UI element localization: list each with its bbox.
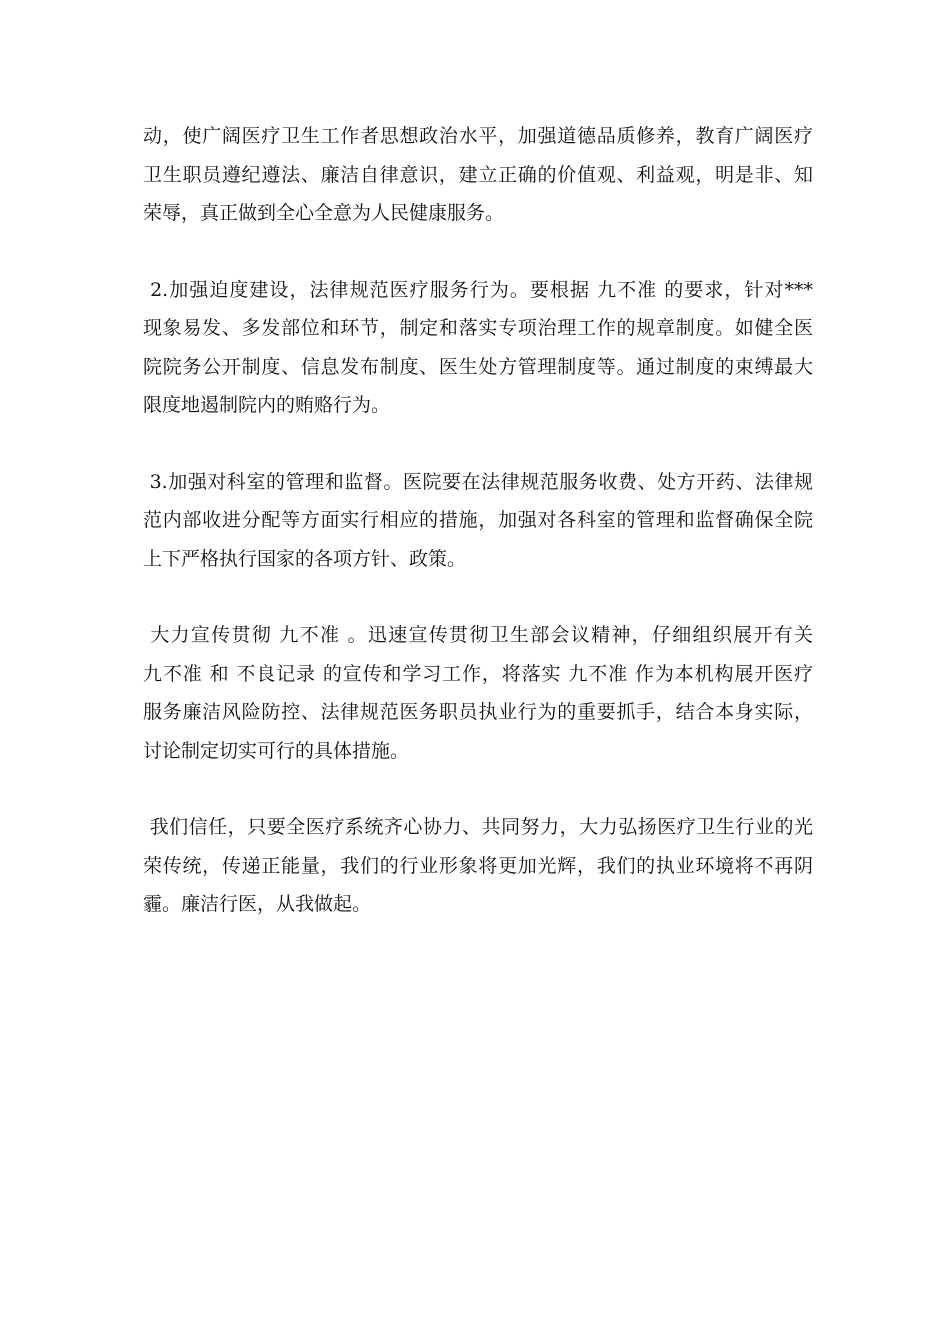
paragraph-line: 上下严格执行国家的各项方针、政策。 <box>143 547 467 570</box>
paragraph-line: 大力宣传贯彻 九不准 。迅速宣传贯彻卫生部会议精神，仔细组织展开有关 <box>143 624 813 646</box>
paragraph-1 <box>143 117 813 233</box>
paragraph-line: 2.加强迫度建设，法律规范医疗服务行为。要根据 九不准 的要求，针对*** <box>143 278 813 301</box>
paragraph-line: 现象易发、多发部位和环节，制定和落实专项治理工作的规章制度。如健全医 <box>143 317 813 339</box>
paragraph-line: 荣辱，真正做到全心全意为人民健康服务。 <box>143 202 505 224</box>
paragraph-line: 九不准 和 不良记录 的宣传和学习工作，将落实 九不准 作为本机构展开医疗 <box>143 662 813 685</box>
paragraph-line: 限度地遏制院内的贿赂行为。 <box>143 394 391 416</box>
paragraph-line: 服务廉洁风险防控、法律规范医务职员执业行为的重要抓手，结合本身实际， <box>143 701 813 723</box>
document-body <box>143 117 813 924</box>
paragraph-4 <box>143 616 813 770</box>
paragraph-line: 院院务公开制度、信息发布制度、医生处方管理制度等。通过制度的束缚最大 <box>143 355 813 378</box>
paragraph-5 <box>143 808 813 924</box>
paragraph-line: 范内部收进分配等方面实行相应的措施，加强对各科室的管理和监督确保全院 <box>143 509 813 531</box>
paragraph-2 <box>143 271 813 425</box>
paragraph-line: 卫生职员遵纪遵法、廉洁自律意识，建立正确的价值观、利益观，明是非、知 <box>143 163 813 186</box>
paragraph-line: 我们信任，只要全医疗系统齐心协力、共同努力，大力弘扬医疗卫生行业的光 <box>143 816 813 838</box>
paragraph-line: 3.加强对科室的管理和监督。医院要在法律规范服务收费、处方开药、法律规 <box>143 470 813 493</box>
paragraph-line: 荣传统，传递正能量，我们的行业形象将更加光辉，我们的执业环境将不再阴 <box>143 854 813 877</box>
paragraph-line: 讨论制定切实可行的具体措施。 <box>143 739 410 762</box>
paragraph-line: 动，使广阔医疗卫生工作者思想政治水平，加强道德品质修养，教育广阔医疗 <box>143 125 813 147</box>
paragraph-line: 霾。廉洁行医，从我做起。 <box>143 893 372 915</box>
paragraph-3 <box>143 463 813 579</box>
